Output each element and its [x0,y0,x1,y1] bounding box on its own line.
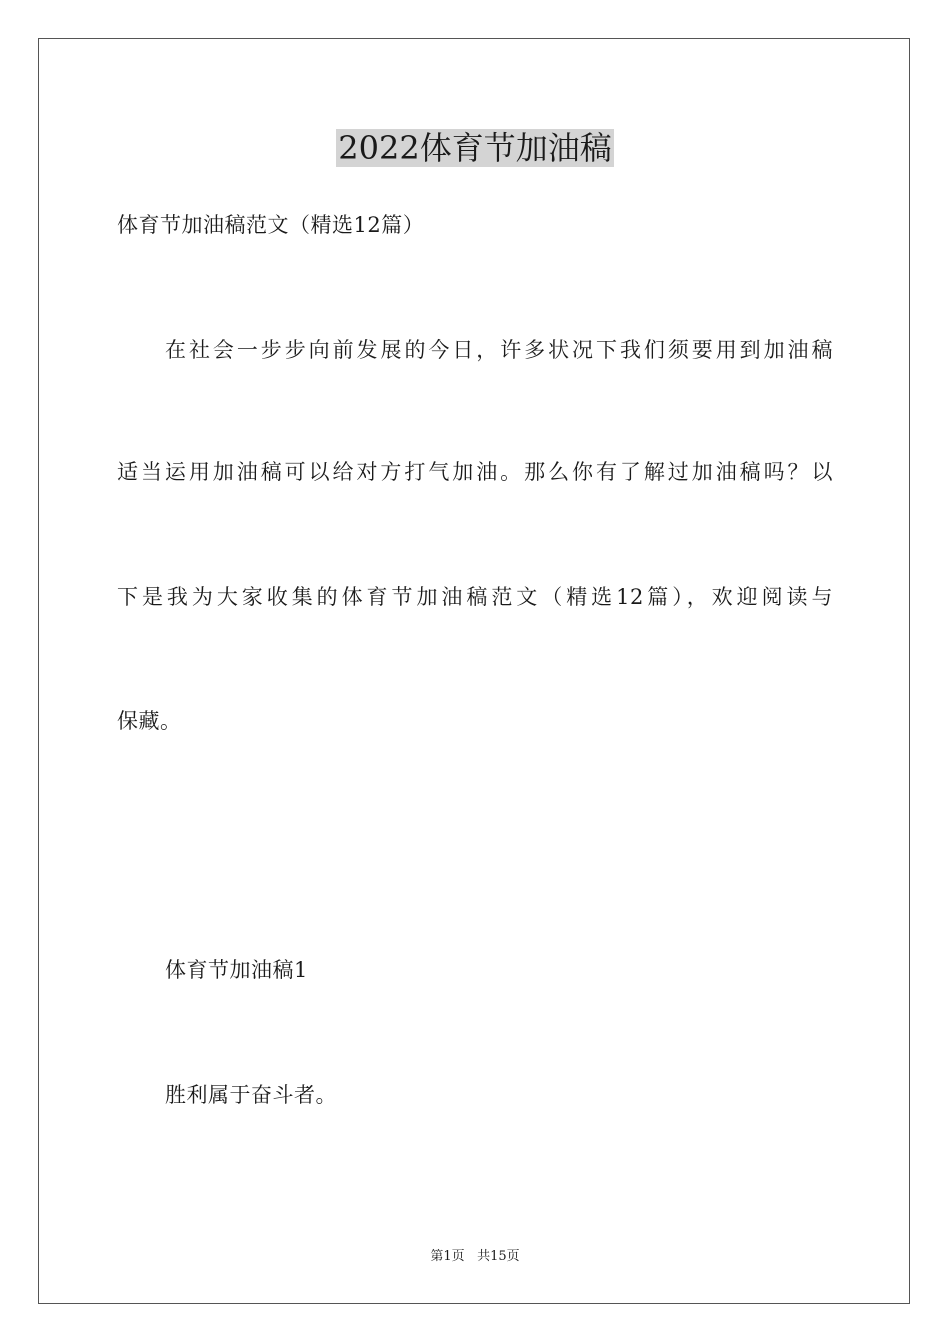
section-heading: 体育节加油稿1 [165,958,308,982]
page-number: 第1页 [430,1249,465,1264]
document-subtitle: 体育节加油稿范文（精选12篇） [117,213,425,237]
page-footer [0,1248,950,1266]
document-title [0,126,950,170]
intro-line-1: 在社会一步步向前发展的今日，许多状况下我们须要用到加油稿 [165,338,833,362]
intro-line-3: 下是我为大家收集的体育节加油稿范文（精选12篇），欢迎阅读与 [117,585,833,609]
page-total: 共15页 [477,1249,520,1264]
section-paragraph: 胜利属于奋斗者。 [165,1083,337,1107]
intro-line-4: 保藏。 [117,709,182,733]
intro-line-2: 适当运用加油稿可以给对方打气加油。那么你有了解过加油稿吗？以 [117,460,833,484]
document-title-text: 2022体育节加油稿 [338,129,612,167]
